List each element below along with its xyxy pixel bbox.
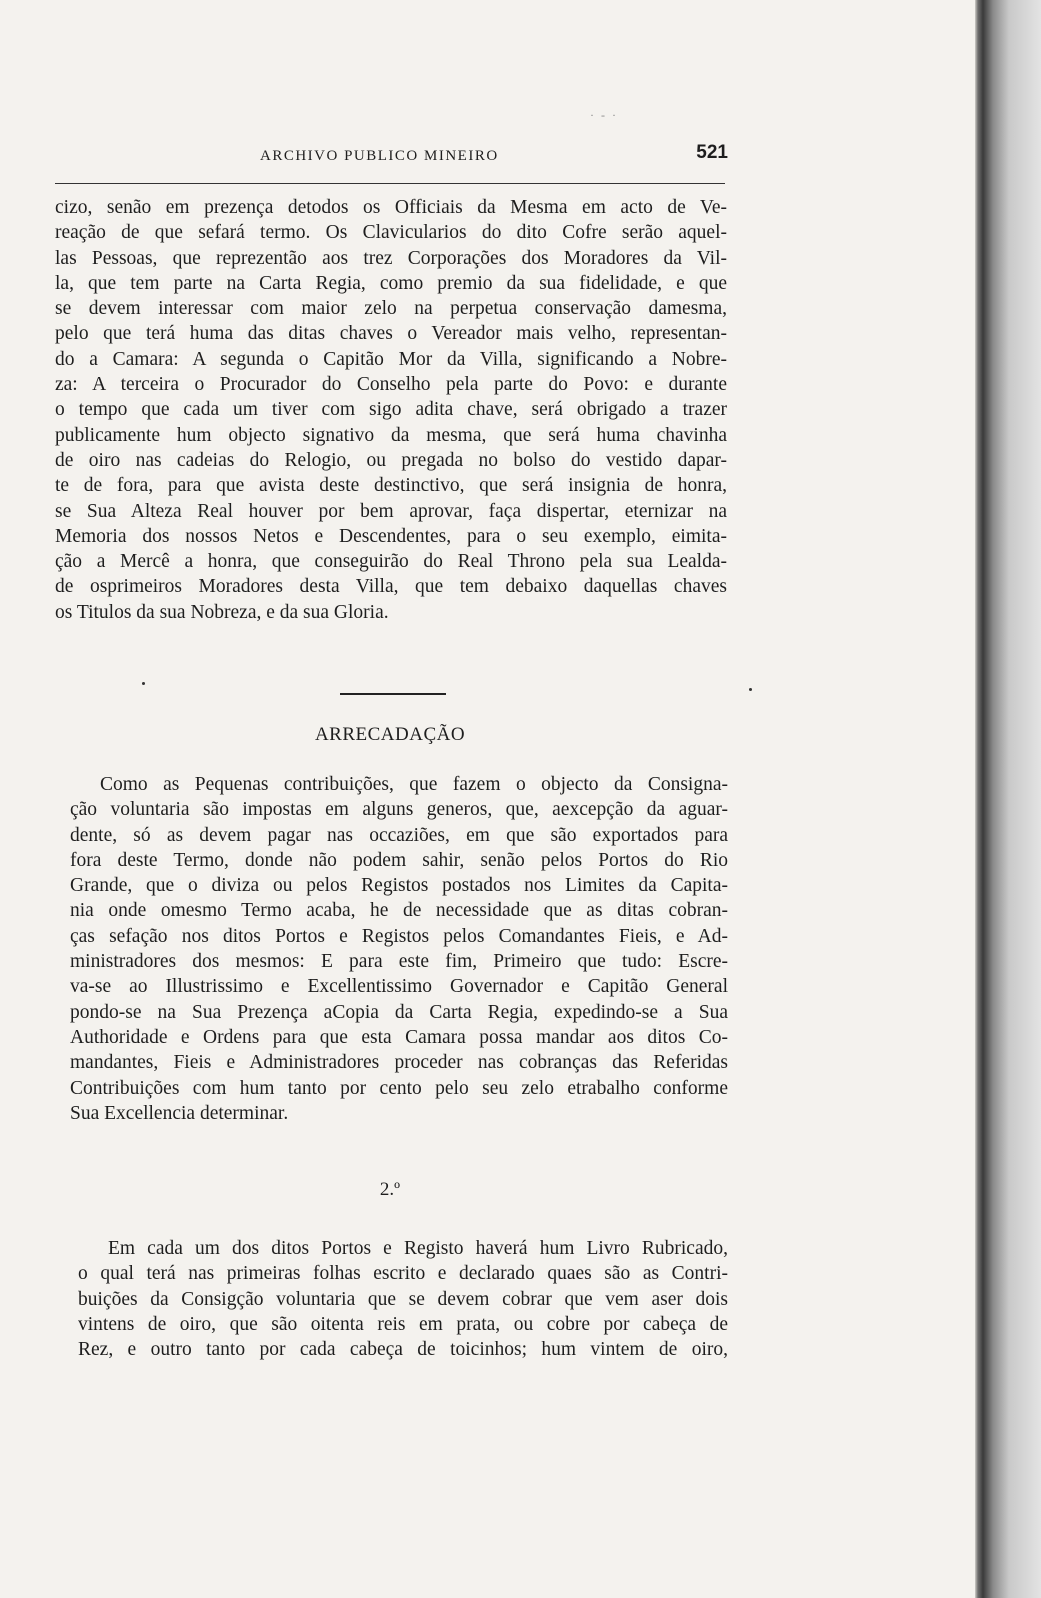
text-line: Grande, que o diviza ou pelos Registos postados nos Limites da Capita- (70, 875, 728, 897)
text-line: se devem interessar com maior zelo na perpetua conservação damesma, (55, 298, 727, 320)
text-line: vintens de oiro, que são oitenta reis em prata, ou cobre por cabeça de (78, 1313, 728, 1335)
text-line: va-se ao Illustrissimo e Excellentissimo Governador e Capitão General (70, 976, 728, 998)
text-line: dente, só as devem pagar nas occaziões, em que são exportados para (70, 824, 728, 846)
section-title: ARRECADAÇÃO (314, 724, 466, 745)
text-line: ças sefação nos ditos Portos e Registos pelos Comandantes Fieis, e Ad- (70, 925, 728, 947)
text-line: Como as Pequenas contribuições, que fazem o objecto da Consigna- (100, 774, 728, 795)
text-line: la, que tem parte na Carta Regia, como premio da sua fidelidade, e que (55, 272, 727, 294)
section-divider (340, 693, 446, 695)
print-speck (142, 682, 145, 685)
section-number: 2.º (379, 1179, 401, 1200)
page-number: 521 (696, 142, 728, 163)
text-line: te de fora, para que avista deste destinctivo, que será insignia de honra, (55, 475, 727, 497)
scan-edge-shadow (975, 0, 1041, 1598)
paragraph-3 (78, 1236, 728, 1362)
text-line: Em cada um dos ditos Portos e Registo haverá hum Livro Rubricado, (108, 1238, 728, 1259)
text-line: os Titulos da sua Nobreza, e da sua Gloria. (55, 601, 389, 623)
text-line: mandantes, Fieis e Administradores proceder nas cobranças das Referidas (70, 1052, 728, 1074)
header-rule (55, 183, 725, 184)
text-line: o qual terá nas primeiras folhas escrito e declarado quaes são as Contri- (78, 1263, 728, 1285)
text-line: de osprimeiros Moradores desta Villa, que tem debaixo daquellas chaves (55, 576, 727, 598)
paragraph-1 (55, 195, 727, 625)
text-line: Rez, e outro tanto por cada cabeça de toicinhos; hum vintem de oiro, (78, 1339, 728, 1361)
text-line: fora deste Termo, donde não podem sahir, senão pelos Portos do Rio (70, 849, 728, 871)
page-header (60, 142, 728, 172)
text-line: Memoria dos nossos Netos e Descendentes, para o seu exemplo, eimita- (55, 525, 727, 547)
text-line: ministradores dos mesmos: E para este fim, Primeiro que tudo: Escre- (70, 951, 728, 973)
print-speck: · - · (590, 108, 618, 122)
text-line: Authoridade e Ordens para que esta Camara possa mandar aos ditos Co- (70, 1026, 728, 1048)
text-line: pondo-se na Sua Prezença aCopia da Carta Regia, expedindo-se a Sua (70, 1001, 728, 1023)
print-speck (749, 688, 752, 691)
text-line: se Sua Alteza Real houver por bem aprovar, faça dispertar, eternizar na (55, 500, 727, 522)
text-line: Contribuições com hum tanto por cento pelo seu zelo etrabalho conforme (70, 1077, 728, 1099)
text-line: las Pessoas, que reprezentão aos trez Corporações dos Moradores da Vil- (55, 247, 727, 269)
running-title: ARCHIVO PUBLICO MINEIRO (260, 148, 499, 164)
text-line: ção voluntaria são impostas em alguns generos, que, aexcepção da aguar- (70, 799, 728, 821)
text-line: buições da Consigção voluntaria que se devem cobrar que vem aser dois (78, 1288, 728, 1310)
text-line: za: A terceira o Procurador do Conselho pela parte do Povo: e durante (55, 374, 727, 396)
text-line: de oiro nas cadeias do Relogio, ou pregada no bolso do vestido dapar- (55, 449, 727, 471)
paragraph-2 (70, 772, 728, 1126)
text-line: nia onde omesmo Termo acaba, he de necessidade que as ditas cobran- (70, 900, 728, 922)
text-line: reação de que sefará termo. Os Clavicularios do dito Cofre serão aquel- (55, 222, 727, 244)
text-line: o tempo que cada um tiver com sigo adita chave, será obrigado a trazer (55, 399, 727, 421)
text-line: publicamente hum objecto signativo da mesma, que será huma chavinha (55, 424, 727, 446)
text-line: Sua Excellencia determinar. (70, 1102, 289, 1124)
text-line: cizo, senão em prezença detodos os Officiais da Mesma em acto de Ve- (55, 197, 727, 218)
text-line: do a Camara: A segunda o Capitão Mor da Villa, significando a Nobre- (55, 348, 727, 370)
text-line: ção a Mercê a honra, que conseguirão do Real Throno pela sua Lealda- (55, 551, 727, 573)
text-line: pelo que terá huma das ditas chaves o Vereador mais velho, representan- (55, 323, 727, 345)
